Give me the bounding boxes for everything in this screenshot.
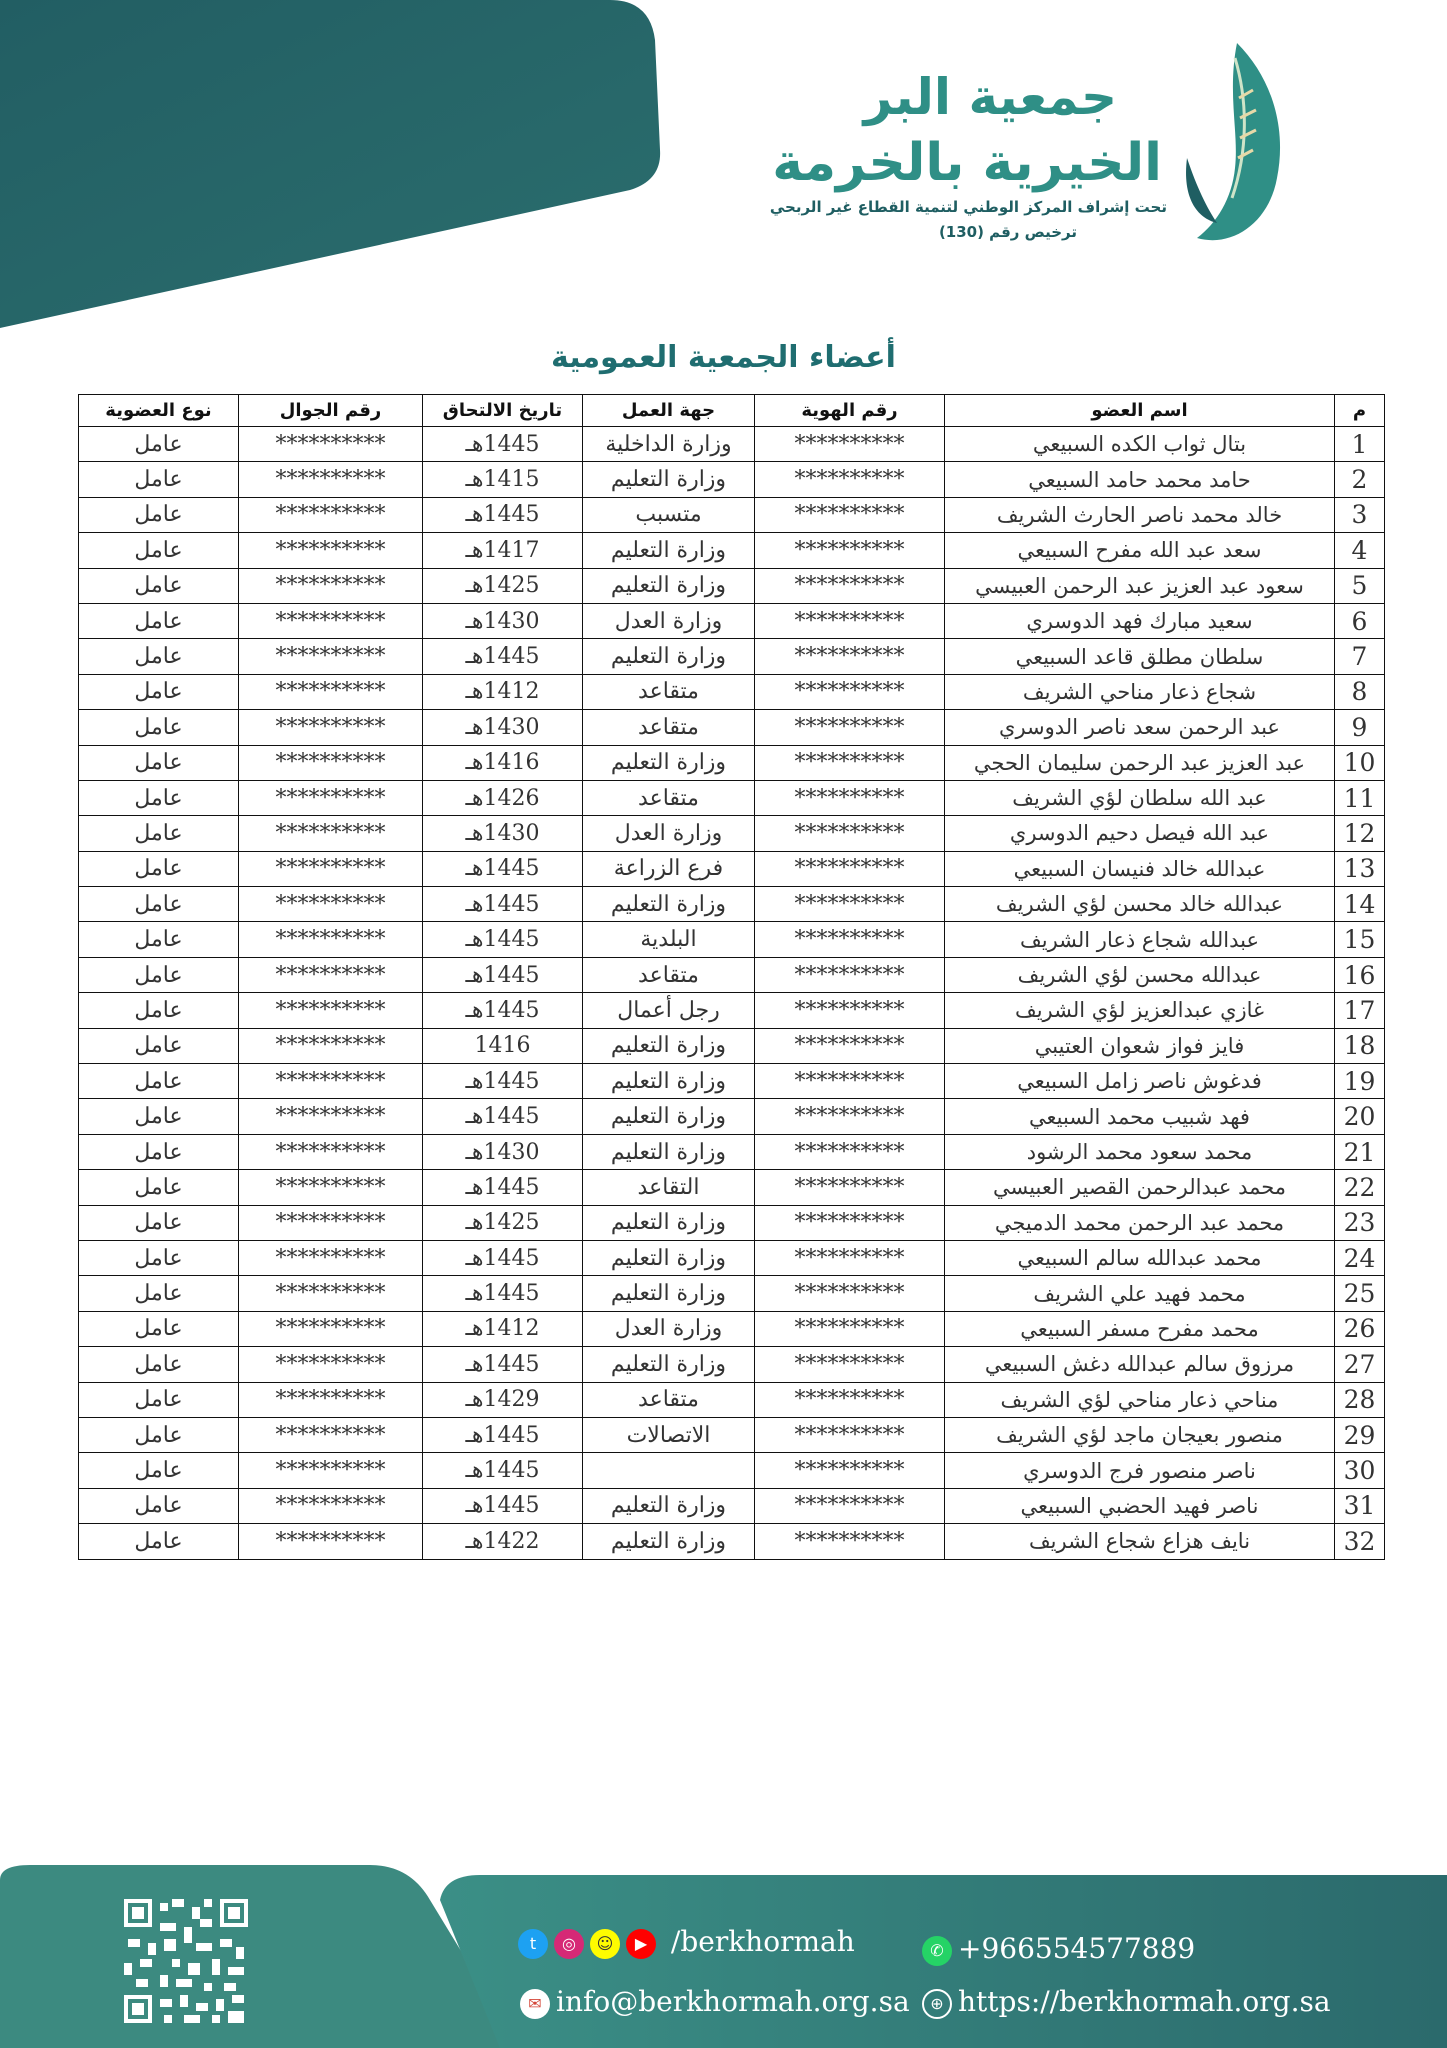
table-row <box>79 993 1385 1028</box>
cell-id-number: ********** <box>755 427 945 462</box>
cell-index: 28 <box>1335 1382 1385 1417</box>
table-header-row <box>79 395 1385 427</box>
cell-mobile: ********** <box>239 639 423 674</box>
cell-membership-type: عامل <box>79 603 239 638</box>
cell-join-date: 1445هـ <box>423 1488 583 1523</box>
cell-employer: وزارة العدل <box>583 603 755 638</box>
cell-mobile: ********** <box>239 1028 423 1063</box>
cell-member-name: شجاع ذعار مناحي الشريف <box>945 674 1335 709</box>
cell-join-date: 1412هـ <box>423 674 583 709</box>
cell-employer: البلدية <box>583 922 755 957</box>
youtube-icon[interactable]: ▶ <box>626 1929 656 1959</box>
cell-membership-type: عامل <box>79 1524 239 1559</box>
cell-member-name: بتال ثواب الكده السبيعي <box>945 427 1335 462</box>
whatsapp-icon: ✆ <box>922 1936 952 1966</box>
cell-join-date: 1445هـ <box>423 1417 583 1452</box>
cell-membership-type: عامل <box>79 1240 239 1275</box>
cell-member-name: محمد فهيد علي الشريف <box>945 1276 1335 1311</box>
cell-join-date: 1430هـ <box>423 603 583 638</box>
cell-employer: وزارة التعليم <box>583 1240 755 1275</box>
cell-member-name: مناحي ذعار مناحي لؤي الشريف <box>945 1382 1335 1417</box>
table-row <box>79 1205 1385 1240</box>
cell-join-date: 1416هـ <box>423 745 583 780</box>
cell-member-name: سعد عبد الله مفرح السبيعي <box>945 533 1335 568</box>
cell-member-name: محمد عبد الرحمن محمد الدميجي <box>945 1205 1335 1240</box>
cell-member-name: نايف هزاع شجاع الشريف <box>945 1524 1335 1559</box>
cell-mobile: ********** <box>239 816 423 851</box>
cell-member-name: منصور بعيجان ماجد لؤي الشريف <box>945 1417 1335 1452</box>
table-body <box>79 427 1385 1560</box>
cell-join-date: 1425هـ <box>423 568 583 603</box>
table-row <box>79 1240 1385 1275</box>
cell-index: 26 <box>1335 1311 1385 1346</box>
email-address[interactable]: info@berkhormah.org.sa <box>556 1985 910 2018</box>
cell-mobile: ********** <box>239 568 423 603</box>
cell-member-name: سعيد مبارك فهد الدوسري <box>945 603 1335 638</box>
cell-index: 15 <box>1335 922 1385 957</box>
twitter-icon[interactable]: t <box>518 1929 548 1959</box>
cell-member-name: عبد الله فيصل دحيم الدوسري <box>945 816 1335 851</box>
cell-mobile: ********** <box>239 1311 423 1346</box>
cell-mobile: ********** <box>239 1170 423 1205</box>
table-row <box>79 1311 1385 1346</box>
cell-member-name: مرزوق سالم عبدالله دغش السبيعي <box>945 1347 1335 1382</box>
cell-member-name: فدغوش ناصر زامل السبيعي <box>945 1064 1335 1099</box>
cell-employer: وزارة التعليم <box>583 1134 755 1169</box>
cell-member-name: ناصر منصور فرج الدوسري <box>945 1453 1335 1488</box>
cell-employer: وزارة التعليم <box>583 1276 755 1311</box>
cell-join-date: 1445هـ <box>423 1453 583 1488</box>
cell-index: 24 <box>1335 1240 1385 1275</box>
cell-id-number: ********** <box>755 1064 945 1099</box>
cell-index: 32 <box>1335 1524 1385 1559</box>
cell-index: 8 <box>1335 674 1385 709</box>
cell-membership-type: عامل <box>79 1028 239 1063</box>
cell-id-number: ********** <box>755 497 945 532</box>
cell-employer: وزارة العدل <box>583 1311 755 1346</box>
cell-join-date: 1425هـ <box>423 1205 583 1240</box>
cell-id-number: ********** <box>755 1170 945 1205</box>
globe-icon: ⊕ <box>922 1989 952 2019</box>
cell-member-name: محمد عبدالرحمن القصير العبيسي <box>945 1170 1335 1205</box>
table-row <box>79 780 1385 815</box>
cell-join-date: 1430هـ <box>423 710 583 745</box>
table-row <box>79 639 1385 674</box>
table-row <box>79 533 1385 568</box>
cell-employer: وزارة التعليم <box>583 1064 755 1099</box>
cell-index: 7 <box>1335 639 1385 674</box>
cell-membership-type: عامل <box>79 674 239 709</box>
cell-mobile: ********** <box>239 887 423 922</box>
cell-member-name: حامد محمد حامد السبيعي <box>945 462 1335 497</box>
header-id-number: رقم الهوية <box>755 395 945 427</box>
website-url[interactable]: https://berkhormah.org.sa <box>958 1985 1331 2018</box>
cell-index: 30 <box>1335 1453 1385 1488</box>
table-row <box>79 427 1385 462</box>
table-row <box>79 1134 1385 1169</box>
cell-join-date: 1445هـ <box>423 639 583 674</box>
table-row <box>79 1170 1385 1205</box>
cell-membership-type: عامل <box>79 497 239 532</box>
instagram-icon[interactable]: ◎ <box>554 1929 584 1959</box>
cell-member-name: عبدالله خالد فنيسان السبيعي <box>945 851 1335 886</box>
cell-join-date: 1445هـ <box>423 1064 583 1099</box>
cell-id-number: ********** <box>755 710 945 745</box>
table-row <box>79 745 1385 780</box>
cell-member-name: عبد العزيز عبد الرحمن سليمان الحجي <box>945 745 1335 780</box>
cell-membership-type: عامل <box>79 1170 239 1205</box>
cell-index: 2 <box>1335 462 1385 497</box>
table-row <box>79 568 1385 603</box>
cell-mobile: ********** <box>239 851 423 886</box>
cell-member-name: غازي عبدالعزيز لؤي الشريف <box>945 993 1335 1028</box>
cell-employer: وزارة التعليم <box>583 1099 755 1134</box>
cell-join-date: 1430هـ <box>423 1134 583 1169</box>
social-handle[interactable]: /berkhormah <box>670 1925 855 1958</box>
qr-code <box>120 1895 252 2027</box>
cell-mobile: ********** <box>239 427 423 462</box>
cell-mobile: ********** <box>239 957 423 992</box>
cell-employer: التقاعد <box>583 1170 755 1205</box>
cell-index: 17 <box>1335 993 1385 1028</box>
cell-membership-type: عامل <box>79 993 239 1028</box>
cell-employer: وزارة التعليم <box>583 1347 755 1382</box>
cell-mobile: ********** <box>239 674 423 709</box>
org-name-line1: جمعية البر <box>863 68 1117 126</box>
cell-join-date: 1445هـ <box>423 1099 583 1134</box>
cell-index: 29 <box>1335 1417 1385 1452</box>
org-supervision: تحت إشراف المركز الوطني لتنمية القطاع غير الربحي <box>769 198 1167 216</box>
cell-membership-type: عامل <box>79 887 239 922</box>
table-row <box>79 497 1385 532</box>
table-row <box>79 710 1385 745</box>
cell-membership-type: عامل <box>79 957 239 992</box>
cell-membership-type: عامل <box>79 462 239 497</box>
cell-mobile: ********** <box>239 462 423 497</box>
cell-mobile: ********** <box>239 922 423 957</box>
cell-id-number: ********** <box>755 462 945 497</box>
cell-membership-type: عامل <box>79 1099 239 1134</box>
cell-member-name: عبدالله شجاع ذعار الشريف <box>945 922 1335 957</box>
table-row <box>79 887 1385 922</box>
cell-join-date: 1445هـ <box>423 851 583 886</box>
cell-employer: متقاعد <box>583 957 755 992</box>
cell-mobile: ********** <box>239 497 423 532</box>
cell-membership-type: عامل <box>79 745 239 780</box>
page-title: أعضاء الجمعية العمومية <box>551 340 896 375</box>
cell-member-name: سعود عبد العزيز عبد الرحمن العبيسي <box>945 568 1335 603</box>
cell-index: 16 <box>1335 957 1385 992</box>
cell-membership-type: عامل <box>79 568 239 603</box>
cell-membership-type: عامل <box>79 1382 239 1417</box>
phone-contact <box>922 1932 1195 1966</box>
cell-mobile: ********** <box>239 1276 423 1311</box>
cell-index: 21 <box>1335 1134 1385 1169</box>
cell-mobile: ********** <box>239 1347 423 1382</box>
cell-join-date: 1429هـ <box>423 1382 583 1417</box>
website-contact <box>922 1985 1331 2019</box>
cell-mobile: ********** <box>239 1064 423 1099</box>
cell-mobile: ********** <box>239 1205 423 1240</box>
table-row <box>79 1382 1385 1417</box>
cell-membership-type: عامل <box>79 710 239 745</box>
cell-id-number: ********** <box>755 1347 945 1382</box>
cell-id-number: ********** <box>755 957 945 992</box>
cell-index: 1 <box>1335 427 1385 462</box>
cell-membership-type: عامل <box>79 1064 239 1099</box>
cell-employer: وزارة التعليم <box>583 533 755 568</box>
cell-join-date: 1445هـ <box>423 1276 583 1311</box>
phone-number[interactable]: +966554577889 <box>958 1932 1196 1965</box>
cell-index: 10 <box>1335 745 1385 780</box>
cell-id-number: ********** <box>755 1453 945 1488</box>
email-contact <box>520 1985 910 2019</box>
table-row <box>79 674 1385 709</box>
leaf-logo-icon <box>1177 38 1287 248</box>
cell-join-date: 1416 <box>423 1028 583 1063</box>
cell-membership-type: عامل <box>79 1453 239 1488</box>
cell-index: 9 <box>1335 710 1385 745</box>
cell-id-number: ********** <box>755 1488 945 1523</box>
cell-member-name: فهد شبيب محمد السبيعي <box>945 1099 1335 1134</box>
cell-index: 25 <box>1335 1276 1385 1311</box>
cell-index: 13 <box>1335 851 1385 886</box>
email-icon: ✉ <box>520 1989 550 2019</box>
cell-employer: وزارة التعليم <box>583 1028 755 1063</box>
cell-member-name: محمد سعود محمد الرشود <box>945 1134 1335 1169</box>
cell-mobile: ********** <box>239 745 423 780</box>
cell-member-name: عبد الله سلطان لؤي الشريف <box>945 780 1335 815</box>
cell-index: 31 <box>1335 1488 1385 1523</box>
cell-employer: متقاعد <box>583 780 755 815</box>
cell-employer <box>583 1453 755 1488</box>
cell-join-date: 1445هـ <box>423 1170 583 1205</box>
cell-id-number: ********** <box>755 674 945 709</box>
cell-index: 11 <box>1335 780 1385 815</box>
org-license: ترخيص رقم (130) <box>938 223 1077 241</box>
cell-id-number: ********** <box>755 1311 945 1346</box>
cell-membership-type: عامل <box>79 1347 239 1382</box>
cell-index: 3 <box>1335 497 1385 532</box>
members-table <box>78 394 1385 1560</box>
cell-employer: وزارة التعليم <box>583 462 755 497</box>
table-row <box>79 1064 1385 1099</box>
cell-id-number: ********** <box>755 780 945 815</box>
cell-index: 19 <box>1335 1064 1385 1099</box>
cell-mobile: ********** <box>239 993 423 1028</box>
cell-index: 6 <box>1335 603 1385 638</box>
cell-id-number: ********** <box>755 533 945 568</box>
cell-member-name: عبدالله خالد محسن لؤي الشريف <box>945 887 1335 922</box>
cell-membership-type: عامل <box>79 816 239 851</box>
cell-join-date: 1430هـ <box>423 816 583 851</box>
table-row <box>79 1453 1385 1488</box>
header-employer: جهة العمل <box>583 395 755 427</box>
cell-id-number: ********** <box>755 887 945 922</box>
cell-index: 23 <box>1335 1205 1385 1240</box>
cell-member-name: عبدالله محسن لؤي الشريف <box>945 957 1335 992</box>
cell-membership-type: عامل <box>79 1417 239 1452</box>
cell-id-number: ********** <box>755 1382 945 1417</box>
cell-index: 20 <box>1335 1099 1385 1134</box>
cell-join-date: 1445هـ <box>423 957 583 992</box>
cell-join-date: 1415هـ <box>423 462 583 497</box>
cell-id-number: ********** <box>755 922 945 957</box>
cell-id-number: ********** <box>755 816 945 851</box>
org-name-line2: الخيرية بالخرمة <box>772 133 1162 193</box>
cell-id-number: ********** <box>755 1099 945 1134</box>
snapchat-icon[interactable]: ☺ <box>590 1929 620 1959</box>
header-index: م <box>1335 395 1385 427</box>
cell-employer: وزارة التعليم <box>583 639 755 674</box>
table-row <box>79 851 1385 886</box>
cell-member-name: محمد مفرح مسفر السبيعي <box>945 1311 1335 1346</box>
cell-join-date: 1445هـ <box>423 993 583 1028</box>
cell-index: 12 <box>1335 816 1385 851</box>
cell-employer: الاتصالات <box>583 1417 755 1452</box>
cell-id-number: ********** <box>755 568 945 603</box>
cell-employer: وزارة التعليم <box>583 1524 755 1559</box>
cell-member-name: فايز فواز شعوان العتيبي <box>945 1028 1335 1063</box>
cell-join-date: 1445هـ <box>423 1347 583 1382</box>
cell-mobile: ********** <box>239 1240 423 1275</box>
cell-id-number: ********** <box>755 1205 945 1240</box>
cell-index: 4 <box>1335 533 1385 568</box>
cell-id-number: ********** <box>755 745 945 780</box>
table-row <box>79 462 1385 497</box>
cell-mobile: ********** <box>239 710 423 745</box>
cell-join-date: 1445هـ <box>423 887 583 922</box>
cell-membership-type: عامل <box>79 1311 239 1346</box>
cell-id-number: ********** <box>755 1524 945 1559</box>
cell-membership-type: عامل <box>79 851 239 886</box>
cell-membership-type: عامل <box>79 1488 239 1523</box>
cell-index: 22 <box>1335 1170 1385 1205</box>
cell-membership-type: عامل <box>79 1276 239 1311</box>
header-membership-type: نوع العضوية <box>79 395 239 427</box>
cell-join-date: 1426هـ <box>423 780 583 815</box>
cell-membership-type: عامل <box>79 1134 239 1169</box>
cell-join-date: 1445هـ <box>423 922 583 957</box>
cell-employer: فرع الزراعة <box>583 851 755 886</box>
cell-member-name: محمد عبدالله سالم السبيعي <box>945 1240 1335 1275</box>
cell-member-name: سلطان مطلق قاعد السبيعي <box>945 639 1335 674</box>
cell-membership-type: عامل <box>79 922 239 957</box>
header-join-date: تاريخ الالتحاق <box>423 395 583 427</box>
cell-mobile: ********** <box>239 1417 423 1452</box>
cell-membership-type: عامل <box>79 1205 239 1240</box>
cell-index: 5 <box>1335 568 1385 603</box>
table-row <box>79 1524 1385 1559</box>
cell-join-date: 1445هـ <box>423 497 583 532</box>
cell-member-name: عبد الرحمن سعد ناصر الدوسري <box>945 710 1335 745</box>
cell-mobile: ********** <box>239 1099 423 1134</box>
cell-id-number: ********** <box>755 993 945 1028</box>
cell-id-number: ********** <box>755 851 945 886</box>
cell-membership-type: عامل <box>79 427 239 462</box>
cell-id-number: ********** <box>755 1417 945 1452</box>
cell-employer: وزارة العدل <box>583 816 755 851</box>
cell-id-number: ********** <box>755 603 945 638</box>
cell-member-name: خالد محمد ناصر الحارث الشريف <box>945 497 1335 532</box>
table-row <box>79 1099 1385 1134</box>
header-member-name: اسم العضو <box>945 395 1335 427</box>
cell-mobile: ********** <box>239 780 423 815</box>
cell-mobile: ********** <box>239 1453 423 1488</box>
cell-mobile: ********** <box>239 603 423 638</box>
cell-id-number: ********** <box>755 639 945 674</box>
cell-employer: متسبب <box>583 497 755 532</box>
cell-id-number: ********** <box>755 1028 945 1063</box>
table-row <box>79 816 1385 851</box>
cell-id-number: ********** <box>755 1276 945 1311</box>
cell-index: 27 <box>1335 1347 1385 1382</box>
cell-id-number: ********** <box>755 1240 945 1275</box>
cell-employer: متقاعد <box>583 1382 755 1417</box>
cell-join-date: 1412هـ <box>423 1311 583 1346</box>
cell-mobile: ********** <box>239 533 423 568</box>
cell-join-date: 1445هـ <box>423 427 583 462</box>
cell-employer: وزارة التعليم <box>583 568 755 603</box>
cell-mobile: ********** <box>239 1134 423 1169</box>
table-row <box>79 957 1385 992</box>
cell-employer: وزارة التعليم <box>583 887 755 922</box>
header-mobile: رقم الجوال <box>239 395 423 427</box>
table-row <box>79 1417 1385 1452</box>
cell-join-date: 1445هـ <box>423 1240 583 1275</box>
cell-membership-type: عامل <box>79 639 239 674</box>
cell-mobile: ********** <box>239 1524 423 1559</box>
cell-mobile: ********** <box>239 1382 423 1417</box>
cell-membership-type: عامل <box>79 533 239 568</box>
table-row <box>79 1276 1385 1311</box>
cell-employer: وزارة التعليم <box>583 745 755 780</box>
table-row <box>79 1488 1385 1523</box>
table-row <box>79 1028 1385 1063</box>
cell-join-date: 1422هـ <box>423 1524 583 1559</box>
cell-join-date: 1417هـ <box>423 533 583 568</box>
cell-employer: وزارة الداخلية <box>583 427 755 462</box>
cell-employer: متقاعد <box>583 674 755 709</box>
cell-index: 18 <box>1335 1028 1385 1063</box>
cell-employer: رجل أعمال <box>583 993 755 1028</box>
table-row <box>79 922 1385 957</box>
cell-member-name: ناصر فهيد الحضبي السبيعي <box>945 1488 1335 1523</box>
cell-employer: وزارة التعليم <box>583 1488 755 1523</box>
cell-id-number: ********** <box>755 1134 945 1169</box>
cell-employer: متقاعد <box>583 710 755 745</box>
social-links <box>518 1925 855 1959</box>
table-row <box>79 1347 1385 1382</box>
cell-membership-type: عامل <box>79 780 239 815</box>
cell-employer: وزارة التعليم <box>583 1205 755 1240</box>
table-row <box>79 603 1385 638</box>
cell-mobile: ********** <box>239 1488 423 1523</box>
organization-logo <box>527 38 1287 258</box>
cell-index: 14 <box>1335 887 1385 922</box>
